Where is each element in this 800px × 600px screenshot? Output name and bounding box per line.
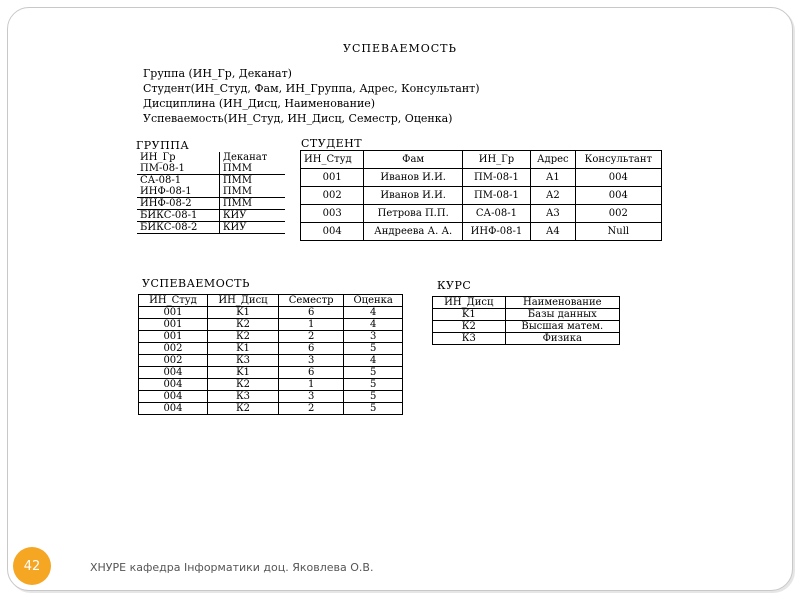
table-header [301, 151, 662, 169]
cell: ПМ-08-1 [463, 169, 531, 187]
header-cell: ИН_Гр [137, 152, 219, 163]
header-cell: ИН_Студ [139, 295, 208, 307]
cell: 004 [139, 379, 208, 391]
cell: Высшая матем. [505, 321, 619, 333]
table-header [137, 152, 285, 163]
table-row [139, 391, 403, 403]
schema-line: Успеваемость(ИН_Студ, ИН_Дисц, Семестр, Оценка) [143, 112, 453, 125]
table-row [137, 186, 285, 198]
table-row [139, 331, 403, 343]
header-cell: Оценка [344, 295, 403, 307]
schema-list [143, 66, 480, 126]
cell: 1 [279, 379, 344, 391]
header-cell: Консультант [575, 151, 661, 169]
cell: ПММ [219, 198, 285, 210]
header-cell: Деканат [222, 152, 268, 163]
group-caption: ГРУППА [136, 139, 190, 152]
cell: K1 [207, 367, 278, 379]
header-cell: ИН_Дисц [207, 295, 278, 307]
cell: 5 [344, 391, 403, 403]
table-row [433, 321, 620, 333]
cell: Null [575, 223, 661, 241]
cell: 6 [279, 343, 344, 355]
cell: 5 [344, 403, 403, 415]
cell: ИНФ-08-2 [137, 198, 219, 210]
cell: ПМ-08-1 [463, 187, 531, 205]
cell: ИНФ-08-1 [137, 186, 219, 198]
cell: K1 [207, 343, 278, 355]
cell: Иванов И.И. [364, 187, 463, 205]
cell: K1 [433, 309, 506, 321]
cell: 001 [139, 307, 208, 319]
cell: K1 [207, 307, 278, 319]
schema-line: Дисциплина (ИН_Дисц, Наименование) [143, 97, 376, 110]
cell: Иванов И.И. [364, 169, 463, 187]
cell: 003 [301, 205, 364, 223]
cell: ИНФ-08-1 [463, 223, 531, 241]
cell: КИУ [219, 222, 285, 234]
cell: 004 [575, 187, 661, 205]
header-cell: ИН_Студ [301, 151, 364, 169]
cell: 004 [301, 223, 364, 241]
cell: К2 [207, 331, 278, 343]
table-row [301, 205, 662, 223]
cell: СА-08-1 [137, 175, 219, 187]
cell: 004 [575, 169, 661, 187]
table-row [433, 333, 620, 345]
table-row [301, 169, 662, 187]
cell: СА-08-1 [463, 205, 531, 223]
cell: 6 [279, 367, 344, 379]
table-header [139, 295, 403, 307]
table-row [139, 319, 403, 331]
cell: 4 [344, 307, 403, 319]
header-cell: Адрес [530, 151, 575, 169]
schema-line: Студент(ИН_Студ, Фам, ИН_Группа, Адрес, Консультант) [143, 82, 480, 95]
table-row [137, 210, 285, 222]
progress-table [138, 294, 403, 415]
table-row [137, 163, 285, 175]
table-header [433, 297, 620, 309]
cell: 004 [139, 403, 208, 415]
student-table [300, 150, 662, 241]
cell: Петрова П.П. [364, 205, 463, 223]
cell: 001 [301, 169, 364, 187]
table-row [139, 343, 403, 355]
table-row [139, 367, 403, 379]
cell: 002 [575, 205, 661, 223]
cell: 2 [279, 331, 344, 343]
header-cell: ИН_Гр [463, 151, 531, 169]
cell: 002 [139, 355, 208, 367]
table-row [301, 187, 662, 205]
student-caption: СТУДЕНТ [301, 137, 363, 150]
cell: 004 [139, 367, 208, 379]
cell: К3 [207, 355, 278, 367]
cell: КИУ [219, 210, 285, 222]
cell: 1 [279, 319, 344, 331]
cell: К2 [207, 403, 278, 415]
cell: БИКС-08-2 [137, 222, 219, 234]
cell: БИКС-08-1 [137, 210, 219, 222]
cell: ПММ [219, 163, 285, 175]
table-row [139, 403, 403, 415]
cell: 004 [139, 391, 208, 403]
cell: 4 [344, 355, 403, 367]
group-table [137, 152, 285, 234]
table-row [137, 198, 285, 210]
cell: К2 [207, 319, 278, 331]
cell: 2 [279, 403, 344, 415]
cell: 3 [279, 355, 344, 367]
cell: 5 [344, 379, 403, 391]
table-row [137, 222, 285, 234]
cell: ПМ-08-1 [137, 163, 219, 175]
course-caption: КУРС [437, 279, 472, 292]
cell: К2 [433, 321, 506, 333]
schema-line: Группа (ИН_Гр, Деканат) [143, 67, 292, 80]
cell: ПММ [222, 175, 253, 186]
cell: 001 [139, 331, 208, 343]
cell: 002 [301, 187, 364, 205]
cell: К2 [207, 379, 278, 391]
table-row [139, 379, 403, 391]
cell: К3 [207, 391, 278, 403]
cell: А3 [530, 205, 575, 223]
cell: 5 [344, 343, 403, 355]
cell: А2 [530, 187, 575, 205]
cell: 3 [344, 331, 403, 343]
header-cell: Фам [364, 151, 463, 169]
course-table [432, 296, 620, 345]
table-row [301, 223, 662, 241]
table-row [137, 175, 285, 187]
cell: Физика [505, 333, 619, 345]
page-number-badge: 42 [13, 547, 51, 585]
cell: 5 [344, 367, 403, 379]
header-cell: Наименование [505, 297, 619, 309]
cell: 6 [279, 307, 344, 319]
cell: 002 [139, 343, 208, 355]
cell: 3 [279, 391, 344, 403]
cell: К3 [433, 333, 506, 345]
cell: А4 [530, 223, 575, 241]
page-title: УСПЕВАЕМОСТЬ [343, 42, 457, 55]
footer-text: ХНУРЕ кафедра Інформатики доц. Яковлева О.В. [90, 561, 374, 574]
cell: 001 [139, 319, 208, 331]
cell: Андреева А. А. [364, 223, 463, 241]
table-row [139, 355, 403, 367]
table-row [139, 307, 403, 319]
progress-caption: УСПЕВАЕМОСТЬ [142, 277, 250, 290]
table-row [433, 309, 620, 321]
header-cell: Семестр [279, 295, 344, 307]
cell: А1 [530, 169, 575, 187]
cell: Базы данных [505, 309, 619, 321]
cell: 4 [344, 319, 403, 331]
header-cell: ИН_Дисц [433, 297, 506, 309]
cell: ПММ [219, 186, 285, 198]
